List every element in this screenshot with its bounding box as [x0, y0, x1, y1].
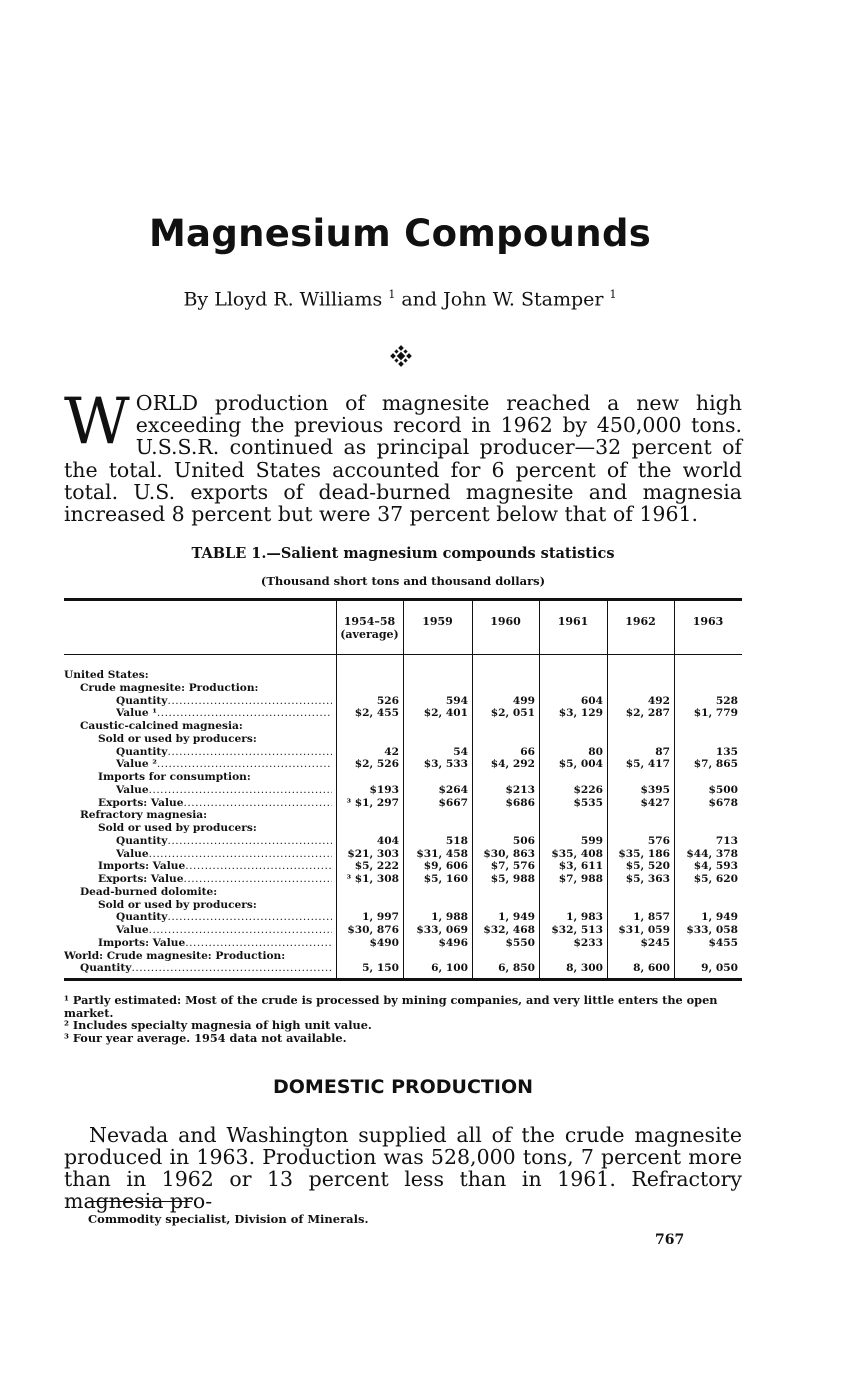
table-row	[64, 937, 742, 949]
table-cell: $496	[438, 936, 468, 949]
table-row	[64, 758, 742, 770]
table-cell: 1, 949	[701, 911, 738, 924]
table-cell: $5, 520	[625, 860, 670, 873]
table-cell: $5, 988	[490, 873, 535, 885]
author-2-footnote-ref: 1	[609, 288, 617, 301]
table-cell: 594	[445, 694, 468, 707]
row-label: World: Crude magnesite: Production:	[64, 949, 286, 962]
table-cell: 1, 857	[633, 911, 670, 924]
footnote-3: ³ Four year average. 1954 data not available.	[64, 1030, 347, 1045]
table-cell: 518	[445, 834, 468, 847]
table-row	[64, 733, 742, 745]
table-cell: 9, 050	[701, 962, 738, 975]
table-cell: 404	[376, 834, 399, 847]
table-cell: $667	[438, 796, 468, 809]
table-cell: $32, 513	[551, 924, 603, 936]
row-label: Sold or used by producers:	[98, 732, 257, 745]
table-row	[64, 809, 742, 821]
table-cell: 66	[520, 745, 535, 758]
column-header: 1959	[422, 615, 453, 628]
table-cell: $686	[505, 796, 535, 809]
author-2: and John W. Stamper	[395, 288, 604, 311]
table-cell: 713	[715, 834, 738, 847]
column-header: 1961	[557, 615, 589, 628]
row-label: Exports: Value .....	[98, 797, 332, 809]
table-cell: $1, 779	[693, 707, 738, 720]
table-cell: $30, 863	[483, 847, 535, 860]
table-cell: $5, 363	[625, 873, 670, 885]
table-cell: $35, 186	[618, 847, 670, 860]
table-cell: $2, 455	[354, 707, 399, 720]
table-cell: $31, 059	[618, 924, 670, 936]
table-cell: 8, 300	[566, 962, 603, 975]
statistics-table	[64, 598, 742, 981]
table-row	[64, 835, 742, 847]
table-row	[64, 797, 742, 809]
row-label: Value .....	[116, 924, 332, 936]
table-cell: 499	[512, 694, 535, 707]
table-cell: $3, 611	[558, 860, 603, 873]
row-label: Sold or used by producers:	[98, 898, 257, 911]
section-heading: DOMESTIC PRODUCTION	[272, 1076, 534, 1098]
table-cell: $193	[369, 783, 399, 796]
table-row	[64, 784, 742, 796]
row-label: Value .....	[116, 848, 332, 860]
table-cell: 599	[580, 834, 603, 847]
table-cell: $33, 069	[416, 924, 468, 936]
table-row	[64, 848, 742, 860]
table-cell: $490	[369, 936, 399, 949]
table-cell: 506	[512, 834, 535, 847]
row-label: Quantity .....	[116, 695, 332, 707]
table-cell: $9, 606	[423, 860, 468, 873]
table-row	[64, 720, 742, 732]
body-paragraph: Nevada and Washington supplied all of the crude magnesite produced in 1963. Production was 528,000 tons, 7 percent more than in 1962 or 13 percent less than in 1961. Refractory magnesia pro-	[64, 1123, 742, 1213]
row-label: Value ² .....	[116, 758, 332, 770]
table-cell: 80	[588, 745, 603, 758]
table-row	[64, 707, 742, 719]
table-cell: 42	[384, 745, 399, 758]
table-cell: $213	[505, 783, 535, 796]
table-row	[64, 924, 742, 936]
page-title: Magnesium Compounds	[148, 212, 652, 255]
table-cell: $35, 408	[551, 847, 603, 860]
table-cell: 1, 983	[566, 911, 603, 924]
table-cell: 1, 997	[362, 911, 399, 924]
table-cell: 526	[376, 694, 399, 707]
table-row	[64, 886, 742, 898]
table-header	[64, 601, 742, 655]
table-cell: 604	[580, 694, 603, 707]
table-row	[64, 899, 742, 911]
row-label: Crude magnesite: Production:	[80, 681, 259, 694]
table-cell: 5, 150	[362, 962, 399, 975]
table-cell: ³ $1, 308	[346, 873, 399, 885]
table-cell: $455	[708, 936, 738, 949]
table-cell: 1, 949	[498, 911, 535, 924]
table-cell: 6, 100	[431, 962, 468, 975]
table-cell: $30, 876	[347, 924, 399, 936]
table-row	[64, 771, 742, 783]
table-row	[64, 962, 742, 974]
table-cell: $535	[573, 796, 603, 809]
table-cell: $500	[708, 783, 738, 796]
row-label: Quantity .....	[80, 962, 332, 974]
ornament-icon	[389, 344, 413, 368]
table-cell: $395	[640, 783, 670, 796]
table-cell: 54	[453, 745, 468, 758]
table-row	[64, 873, 742, 885]
table-cell: $7, 988	[558, 873, 603, 885]
row-label: Quantity .....	[116, 911, 332, 923]
byline	[0, 288, 800, 310]
table-cell: $5, 222	[354, 860, 399, 873]
footnote-1: ¹ Partly estimated: Most of the crude is processed by mining companies, and very little enters the open market.	[64, 993, 718, 1020]
table-cell: $226	[573, 783, 603, 796]
table-cell: $3, 129	[558, 707, 603, 720]
row-label: Value ¹ .....	[116, 707, 332, 719]
footnote-divider	[88, 1201, 192, 1202]
row-label: United States:	[64, 669, 149, 681]
table-cell: 576	[647, 834, 670, 847]
table-body	[64, 655, 742, 981]
row-label: Imports: Value .....	[98, 937, 332, 949]
row-label: Quantity .....	[116, 746, 332, 758]
table-cell: $233	[573, 936, 603, 949]
table-cell: $21, 303	[347, 847, 399, 860]
row-label: Value .....	[116, 784, 332, 796]
table-cell: $31, 458	[416, 847, 468, 860]
author-note: Commodity specialist, Division of Minerals.	[88, 1212, 369, 1226]
table-row	[64, 860, 742, 872]
row-label: Sold or used by producers:	[98, 822, 257, 834]
table-cell: $2, 401	[423, 707, 468, 720]
table-row	[64, 682, 742, 694]
table-cell: $5, 620	[693, 873, 738, 885]
table-cell: $5, 160	[423, 873, 468, 885]
row-label: Quantity .....	[116, 835, 332, 847]
table-row	[64, 669, 742, 681]
table-subtitle: (Thousand short tons and thousand dollars)	[260, 574, 546, 588]
footnote-2: ² Includes specialty magnesia of high unit value.	[64, 1018, 372, 1032]
lead-paragraph	[64, 385, 742, 527]
column-header: 1960	[490, 615, 521, 628]
table-cell: $245	[640, 936, 670, 949]
table-cell: $2, 051	[490, 707, 535, 720]
table-row	[64, 695, 742, 707]
table-row	[64, 822, 742, 834]
table-cell: $32, 468	[483, 924, 535, 936]
table-row	[64, 950, 742, 962]
table-cell: $4, 593	[693, 860, 738, 873]
table-cell: ³ $1, 297	[346, 796, 399, 809]
table-row	[64, 746, 742, 758]
row-label: Caustic-calcined magnesia:	[80, 720, 243, 732]
column-header: 1962	[625, 615, 656, 628]
table-cell: $678	[708, 796, 738, 809]
table-cell: $4, 292	[490, 758, 535, 771]
author-1-footnote-ref: 1	[388, 288, 396, 301]
table-cell: 1, 988	[431, 911, 468, 924]
table-cell: $3, 533	[423, 758, 468, 771]
column-header: 1963	[692, 615, 724, 628]
lead-text: ORLD production of magnesite reached a new high exceeding the previous record in 1962 by 450,000 tons. U.S.S.R. continued as principal producer—32 percent of the total. United States accounted for 6 percent of the world total. U.S. exports of dead-burned magnesite and magnesia increased 8 percent but were 37 percent below that of 1961.	[64, 391, 742, 527]
author-1: By Lloyd R. Williams	[183, 288, 383, 311]
row-label: Imports for consumption:	[98, 771, 251, 783]
table-cell: $7, 865	[693, 758, 738, 771]
table-cell: $5, 004	[558, 758, 603, 771]
table-cell: $44, 378	[686, 847, 738, 860]
row-label: Refractory magnesia:	[80, 809, 208, 822]
table-cell: $550	[505, 936, 535, 949]
table-cell: $427	[640, 796, 670, 809]
table-cell: $2, 287	[625, 707, 670, 720]
row-label: Imports: Value .....	[98, 860, 332, 872]
table-cell: $5, 417	[625, 758, 670, 771]
table-cell: $264	[438, 783, 468, 796]
table-row	[64, 911, 742, 923]
row-label: Exports: Value .....	[98, 873, 332, 885]
table-cell: $33, 058	[686, 924, 738, 936]
table-cell: 6, 850	[498, 962, 535, 975]
table-cell: 135	[715, 745, 738, 758]
table-cell: 492	[647, 694, 670, 707]
table-cell: 87	[655, 745, 670, 758]
table-title: TABLE 1.—Salient magnesium compounds statistics	[191, 545, 615, 562]
column-header: 1954–58 (average)	[340, 615, 399, 641]
drop-cap: W	[64, 385, 130, 459]
table-cell: $7, 576	[490, 860, 535, 873]
page-number: 767	[655, 1232, 685, 1248]
table-footnotes	[64, 994, 742, 1044]
row-label: Dead-burned dolomite:	[80, 885, 218, 898]
table-cell: 8, 600	[633, 962, 670, 975]
table-cell: 528	[715, 694, 738, 707]
table-cell: $2, 526	[354, 758, 399, 771]
